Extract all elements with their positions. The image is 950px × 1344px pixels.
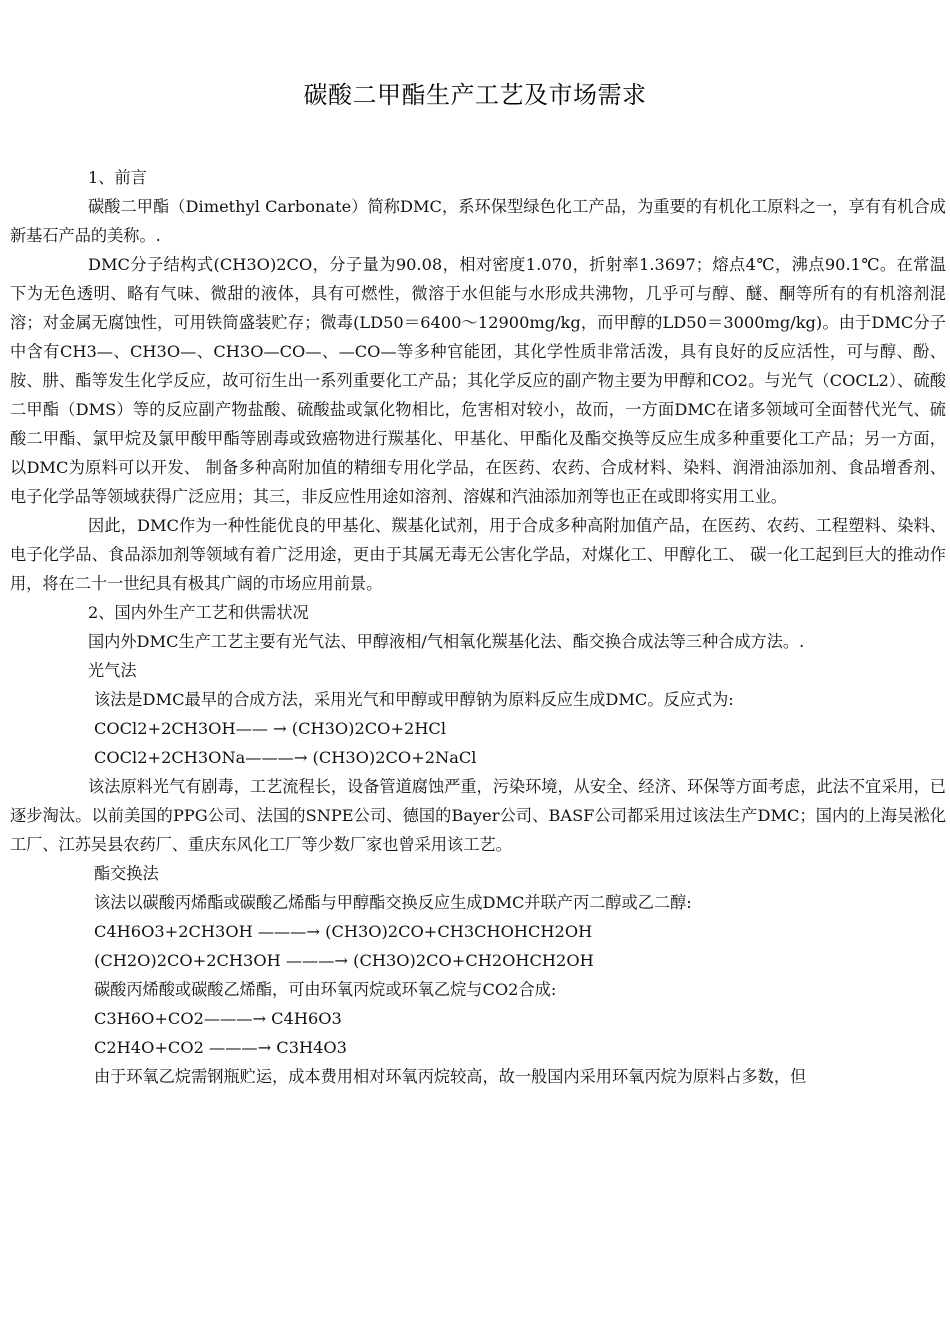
section-heading-process: 2、国内外生产工艺和供需状况	[88, 603, 309, 622]
paragraph-intro-1: 碳酸二甲酯（Dimethyl Carbonate）简称DMC，系环保型绿色化工产品，为重要的有机化工原料之一，享有有机合成新基石产品的美称。.	[10, 197, 946, 245]
paragraph-trans-3: 由于环氧乙烷需钢瓶贮运，成本费用相对环氧丙烷较高，故一般国内采用环氧丙烷为原料占多数，但	[94, 1067, 807, 1086]
paragraph-phosgene-1: 该法是DMC最早的合成方法，采用光气和甲醇或甲醇钠为原料反应生成DMC。反应式为:	[94, 690, 734, 709]
document-body	[10, 163, 946, 1091]
equation-trans-2: (CH2O)2CO+2CH3OH ———→ (CH3O)2CO+CH2OHCH2OH	[94, 951, 594, 970]
equation-phosgene-2: COCl2+2CH3ONa———→ (CH3O)2CO+2NaCl	[94, 748, 477, 767]
paragraph-intro-3: 因此，DMC作为一种性能优良的甲基化、羰基化试剂，用于合成多种高附加值产品，在医药、农药、工程塑料、染料、电子化学品、食品添加剂等领域有着广泛用途，更由于其属无毒无公害化学品，对煤化工、甲醇化工、 碳一化工起到巨大的推动作用，将在二十一世纪具有极其广阔的市场应用前景。	[10, 516, 946, 593]
paragraph-intro-2: DMC分子结构式(CH3O)2CO，分子量为90.08，相对密度1.070，折射率1.3697；熔点4℃，沸点90.1℃。在常温下为无色透明、略有气味、微甜的液体，具有可燃性，微溶于水但能与水形成共沸物，几乎可与醇、醚、酮等所有的有机溶剂混溶；对金属无腐蚀性，可用铁筒盛装贮存；微毒(LD50＝6400～12900mg/kg，而甲醇的LD50＝3000mg/kg)。由于DMC分子中含有CH3—、CH3O—、CH3O—CO—、—CO—等多种官能团，其化学性质非常活泼，具有良好的反应活性，可与醇、酚、胺、肼、酯等发生化学反应，故可衍生出一系列重要化工产品；其化学反应的副产物主要为甲醇和CO2。与光气（COCL2）、硫酸二甲酯（DMS）等的反应副产物盐酸、硫酸盐或氯化物相比，危害相对较小，故而，一方面DMC在诸多领域可全面替代光气、硫酸二甲酯、氯甲烷及氯甲酸甲酯等剧毒或致癌物进行羰基化、甲基化、甲酯化及酯交换等反应生成多种重要化工产品；另一方面，以DMC为原料可以开发、 制备多种高附加值的精细专用化学品，在医药、农药、合成材料、染料、润滑油添加剂、食品增香剂、电子化学品等领域获得广泛应用；其三，非反应性用途如溶剂、溶媒和汽油添加剂等也正在或即将实用工业。	[10, 255, 946, 506]
paragraph-process-1: 国内外DMC生产工艺主要有光气法、甲醇液相/气相氧化羰基化法、酯交换合成法等三种合成方法。.	[88, 632, 805, 651]
subheading-transesterification: 酯交换法	[94, 864, 159, 883]
subheading-phosgene: 光气法	[88, 661, 137, 680]
equation-phosgene-1: COCl2+2CH3OH—— → (CH3O)2CO+2HCl	[94, 719, 446, 738]
section-heading-intro: 1、前言	[88, 168, 147, 187]
document-title: 碳酸二甲酯生产工艺及市场需求	[303, 81, 647, 109]
paragraph-trans-1: 该法以碳酸丙烯酯或碳酸乙烯酯与甲醇酯交换反应生成DMC并联产丙二醇或乙二醇:	[94, 893, 692, 912]
equation-trans-4: C2H4O+CO2 ———→ C3H4O3	[94, 1038, 347, 1057]
equation-trans-1: C4H6O3+2CH3OH ———→ (CH3O)2CO+CH3CHOHCH2OH	[94, 922, 593, 941]
equation-trans-3: C3H6O+CO2———→ C4H6O3	[94, 1009, 342, 1028]
paragraph-phosgene-2: 该法原料光气有剧毒，工艺流程长，设备管道腐蚀严重，污染环境，从安全、经济、环保等方面考虑，此法不宜采用，已逐步淘汰。以前美国的PPG公司、法国的SNPE公司、德国的Bayer公司、BASF公司都采用过该法生产DMC；国内的上海吴淞化工厂、江苏吴县农药厂、重庆东风化工厂等少数厂家也曾采用该工艺。	[10, 777, 946, 854]
paragraph-trans-2: 碳酸丙烯酸或碳酸乙烯酯，可由环氧丙烷或环氧乙烷与CO2合成:	[94, 980, 557, 999]
